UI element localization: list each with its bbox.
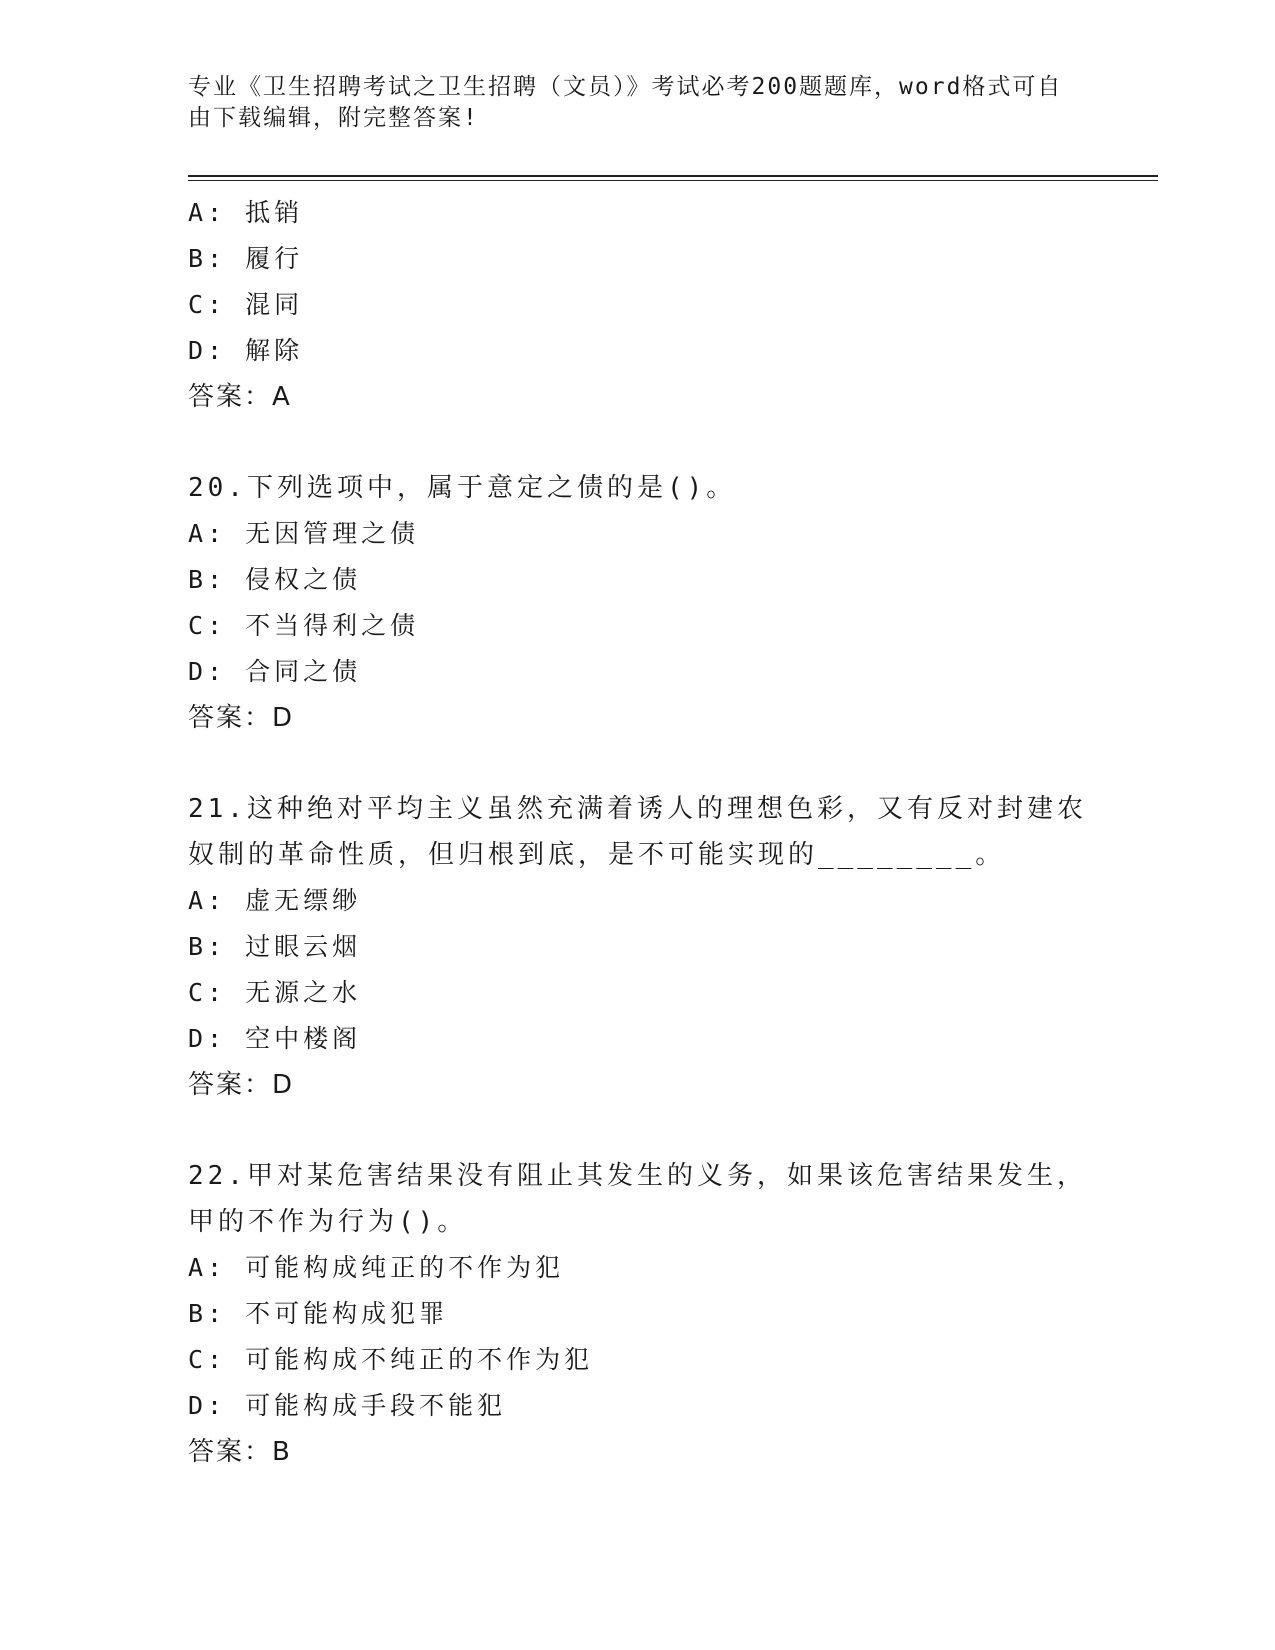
question-22: [188, 1153, 1088, 1475]
question-19-continued: [188, 190, 1088, 420]
spacer: [188, 741, 1088, 786]
option-b: B: 不可能构成犯罪: [188, 1299, 449, 1328]
option-b: B: 过眼云烟: [188, 932, 362, 961]
option-c: C: 混同: [188, 290, 304, 319]
option-d: D: 可能构成手段不能犯: [188, 1391, 507, 1420]
document-header: 专业《卫生招聘考试之卫生招聘（文员）》考试必考200题题库，word格式可自由下载编辑，附完整答案!: [188, 74, 1063, 131]
spacer: [188, 1108, 1088, 1153]
header-divider-thick: [188, 175, 1158, 177]
option-a: A: 虚无缥缈: [188, 886, 362, 915]
question-list: [188, 190, 1088, 1475]
option-c: C: 可能构成不纯正的不作为犯: [188, 1345, 594, 1374]
option-b: B: 侵权之债: [188, 565, 362, 594]
question-text: 20.下列选项中，属于意定之债的是()。: [188, 473, 737, 503]
option-b: B: 履行: [188, 244, 304, 273]
answer-label: 答案：B: [188, 1437, 292, 1467]
option-c: C: 无源之水: [188, 978, 362, 1007]
option-a: A: 可能构成纯正的不作为犯: [188, 1253, 565, 1282]
question-text: 21.这种绝对平均主义虽然充满着诱人的理想色彩，又有反对封建农奴制的革命性质，但归根到底，是不可能实现的________。: [188, 794, 1087, 870]
question-text: 22.甲对某危害结果没有阻止其发生的义务，如果该危害结果发生，甲的不作为行为()。: [188, 1161, 1087, 1237]
answer-label: 答案：A: [188, 382, 292, 412]
spacer: [188, 420, 1088, 465]
question-20: [188, 465, 1088, 741]
option-c: C: 不当得利之债: [188, 611, 420, 640]
answer-label: 答案：D: [188, 1070, 295, 1100]
option-a: A: 抵销: [188, 198, 304, 227]
option-d: D: 合同之债: [188, 657, 362, 686]
answer-label: 答案：D: [188, 703, 295, 733]
option-d: D: 空中楼阁: [188, 1024, 362, 1053]
header-divider-thin: [188, 180, 1158, 181]
option-a: A: 无因管理之债: [188, 519, 420, 548]
option-d: D: 解除: [188, 336, 304, 365]
question-21: [188, 786, 1088, 1108]
